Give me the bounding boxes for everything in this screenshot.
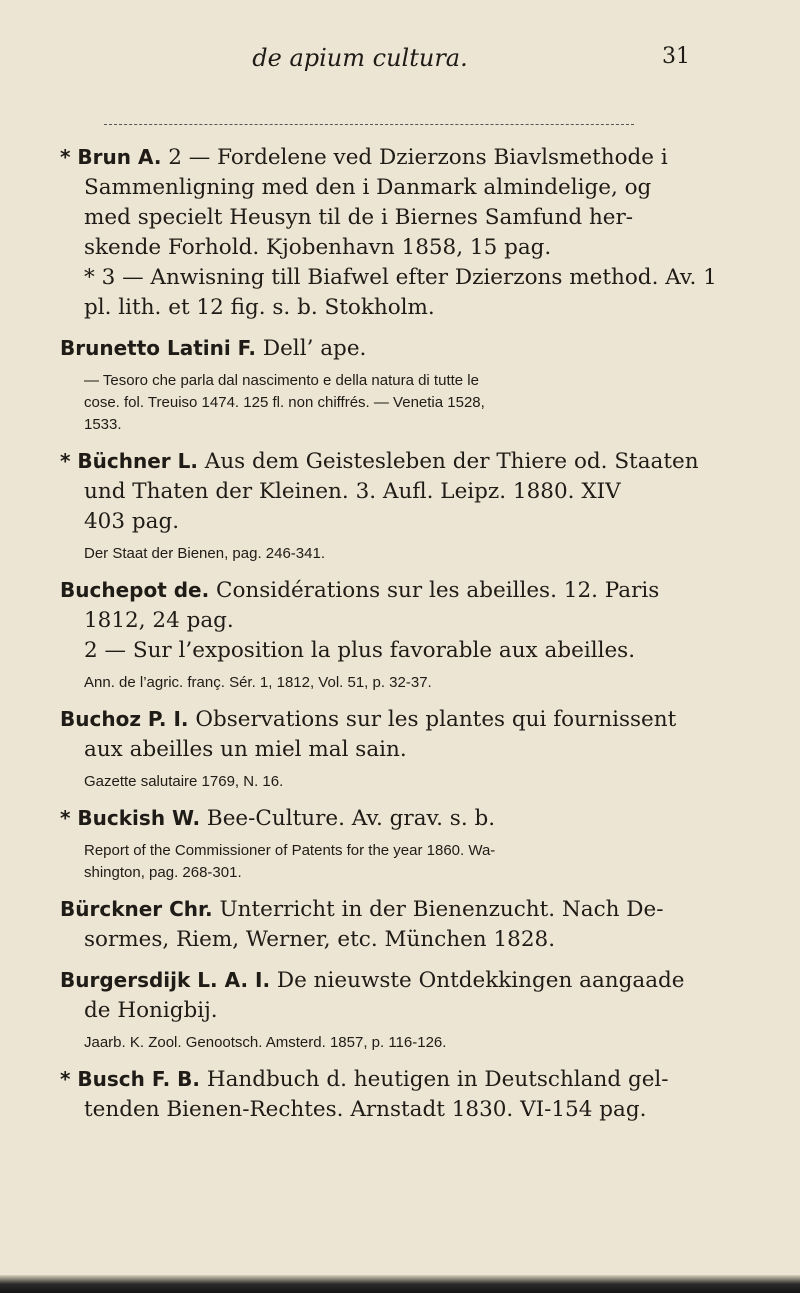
bibliography-entry	[60, 333, 725, 436]
entry-line	[60, 142, 725, 173]
entry-line	[60, 735, 725, 765]
entry-text: 2 — Sur l’exposition la plus favorable aux abeilles.	[84, 638, 636, 663]
running-header	[60, 44, 690, 72]
entry-text: * 3 — Anwisning till Biafwel efter Dzierzons method. Av. 1	[84, 265, 717, 290]
source-line: 1533.	[84, 416, 122, 433]
entry-author: Burgersdijk L. A. I.	[60, 968, 271, 992]
entry-text: und Thaten der Kleinen. 3. Aufl. Leipz. 1880. XIV	[84, 479, 621, 504]
entry-source	[60, 840, 725, 884]
entry-text: skende Forhold. Kjobenhavn 1858, 15 pag.	[84, 235, 552, 260]
source-line: shington, pag. 268-301.	[84, 864, 242, 881]
entry-text: De nieuwste Ontdekkingen aangaade	[270, 968, 685, 993]
entry-author: * Brun A.	[60, 145, 162, 169]
entry-author: Buchepot de.	[60, 578, 210, 602]
bibliography-entry	[60, 894, 725, 955]
entry-line	[60, 636, 725, 666]
entry-text: 1812, 24 pag.	[84, 608, 234, 633]
source-line: — Tesoro che parla dal nascimento e della natura di tutte le	[84, 372, 479, 389]
entry-line	[60, 446, 725, 477]
entry-text: pl. lith. et 12 fig. s. b. Stokholm.	[84, 295, 435, 320]
entry-line	[60, 803, 725, 834]
entry-source	[60, 543, 725, 565]
entry-text: Considérations sur les abeilles. 12. Paris	[209, 578, 660, 603]
entry-source	[60, 771, 725, 793]
bibliography-entry	[60, 575, 725, 694]
scan-edge	[0, 1275, 800, 1293]
entry-text: sormes, Riem, Werner, etc. München 1828.	[84, 927, 556, 952]
entry-author: * Busch F. B.	[60, 1067, 200, 1091]
bibliography-entry	[60, 803, 725, 884]
entry-author: Buchoz P. I.	[60, 707, 189, 731]
entry-author: * Buckish W.	[60, 806, 201, 830]
entry-line	[60, 1064, 725, 1095]
source-line: Gazette salutaire 1769, N. 16.	[84, 773, 284, 790]
bibliography-entry	[60, 142, 725, 323]
bibliography-entry	[60, 704, 725, 793]
entry-line	[60, 996, 725, 1026]
entry-line	[60, 606, 725, 636]
bibliography-entry	[60, 965, 725, 1054]
source-line: Report of the Commissioner of Patents for the year 1860. Wa-	[84, 842, 496, 859]
entry-source	[60, 672, 725, 694]
entry-line	[60, 894, 725, 925]
entry-line	[60, 704, 725, 735]
entry-line	[60, 575, 725, 606]
entry-line	[60, 1095, 725, 1125]
entry-text: de Honigbij.	[84, 998, 218, 1023]
entry-text: aux abeilles un miel mal sain.	[84, 737, 407, 762]
entry-source	[60, 1032, 725, 1054]
entry-text: 403 pag.	[84, 509, 180, 534]
running-title: de apium cultura.	[252, 44, 468, 72]
entry-text: Observations sur les plantes qui fournissent	[188, 707, 677, 732]
page-number: 31	[662, 44, 690, 69]
entry-text: Sammenligning med den i Danmark almindelige, og	[84, 175, 652, 200]
source-line: Der Staat der Bienen, pag. 246-341.	[84, 545, 325, 562]
entry-author: * Büchner L.	[60, 449, 198, 473]
bibliography-entry	[60, 446, 725, 565]
entry-line	[60, 507, 725, 537]
entry-text: med specielt Heusyn til de i Biernes Samfund her-	[84, 205, 634, 230]
entry-text: Handbuch d. heutigen in Deutschland gel-	[200, 1067, 669, 1092]
entry-text: tenden Bienen-Rechtes. Arnstadt 1830. VI-154 pag.	[84, 1097, 647, 1122]
entry-text: Dell’ ape.	[256, 336, 367, 361]
entry-line	[60, 965, 725, 996]
entry-line	[60, 173, 725, 203]
entry-line	[60, 203, 725, 233]
source-line: Ann. de l’agric. franç. Sér. 1, 1812, Vol. 51, p. 32-37.	[84, 674, 432, 691]
entry-line	[60, 925, 725, 955]
entry-source	[60, 370, 725, 436]
entry-author: Bürckner Chr.	[60, 897, 213, 921]
entry-line	[60, 333, 725, 364]
entry-text: Aus dem Geistesleben der Thiere od. Staaten	[197, 449, 699, 474]
entry-text: Bee-Culture. Av. grav. s. b.	[200, 806, 496, 831]
entry-line	[60, 293, 725, 323]
entry-text: Unterricht in der Bienenzucht. Nach De-	[212, 897, 664, 922]
source-line: cose. fol. Treuiso 1474. 125 fl. non chiffrés. — Venetia 1528,	[84, 394, 485, 411]
entry-line	[60, 233, 725, 263]
source-line: Jaarb. K. Zool. Genootsch. Amsterd. 1857, p. 116-126.	[84, 1034, 447, 1051]
entry-author: Brunetto Latini F.	[60, 336, 257, 360]
bibliography-list	[60, 142, 725, 1135]
bibliography-entry	[60, 1064, 725, 1125]
entry-line	[60, 263, 725, 293]
entry-text: 2 — Fordelene ved Dzierzons Biavlsmethode i	[161, 145, 668, 170]
header-rule	[104, 124, 634, 125]
entry-line	[60, 477, 725, 507]
